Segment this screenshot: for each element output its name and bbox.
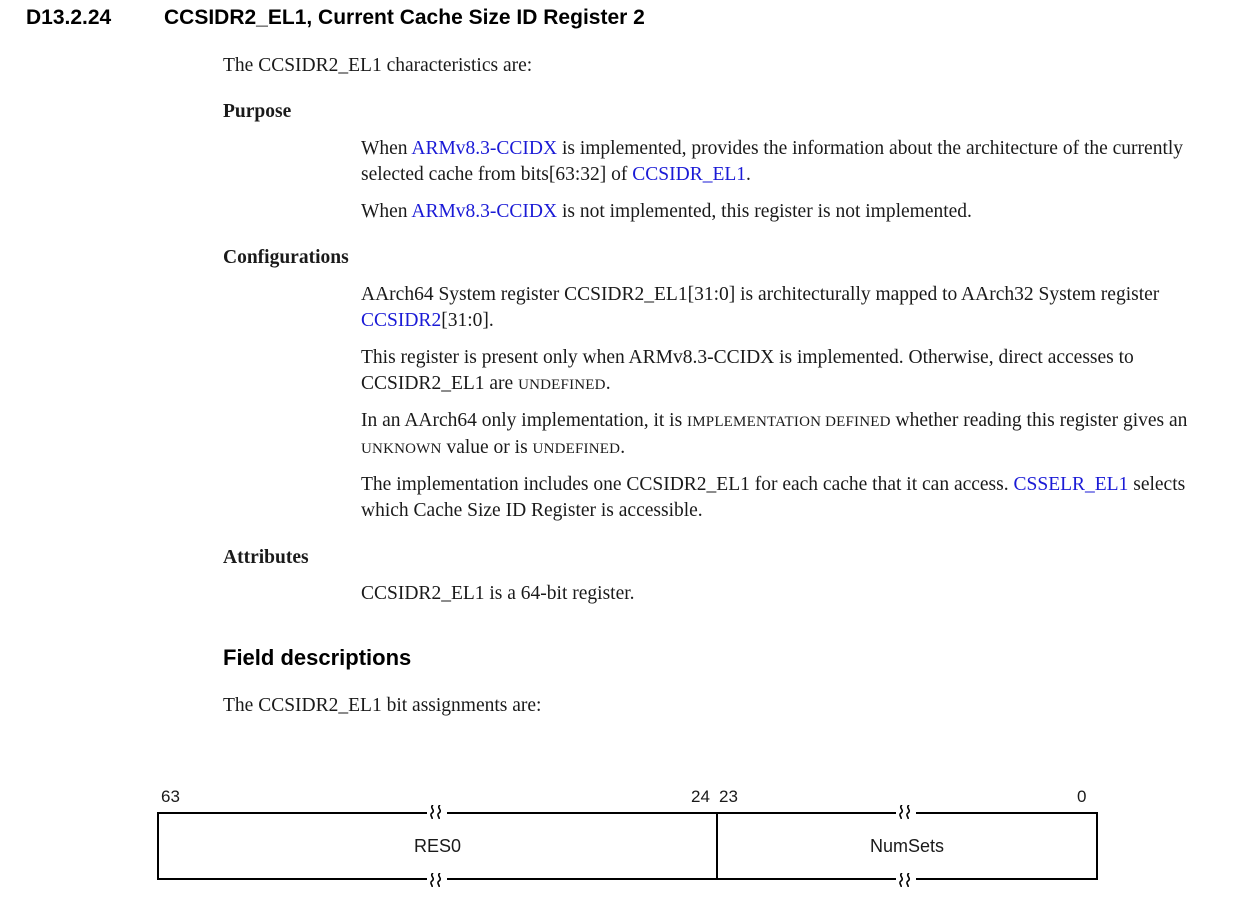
text-run: This register is present only when ARMv8.3-CCIDX is implemented. Otherwise, direct accesses to CCSIDR2_EL1 are [361,347,1134,394]
field-descriptions-heading: Field descriptions [223,645,412,670]
text-run: . [620,437,626,458]
bit-number-0: 0 [1077,787,1087,806]
text-run: When [361,138,412,159]
text-run: selects which Cache Size ID Register is accessible. [361,474,1186,521]
bit-number-63: 63 [161,787,180,806]
link-ccsidr-el1[interactable]: CCSIDR_EL1 [632,164,747,185]
text-run: [31:0]. [441,310,494,331]
link-csselr-el1[interactable]: CSSELR_EL1 [1013,474,1129,495]
text-run: AArch64 System register CCSIDR2_EL1[31:0] is architecturally mapped to AArch32 System register [361,284,1160,305]
configurations-label: Configurations [223,247,349,268]
text-run: is implemented, provides the information about the architecture of the currently selected cache from bits[63:32] of [361,138,1184,185]
smallcaps-term: IMPLEMENTATION DEFINED [687,414,891,430]
text-run: whether reading this register gives an [890,410,1188,431]
bit-break-marker-icon [896,873,916,887]
configurations-paragraph-3 [361,408,1233,462]
link-armv83-ccidx[interactable]: ARMv8.3-CCIDX [411,138,558,159]
purpose-label: Purpose [223,101,292,122]
configurations-paragraph-4 [361,472,1233,524]
configurations-paragraph-2 [361,345,1233,398]
bit-number-23: 23 [719,787,738,806]
text-run: The implementation includes one CCSIDR2_EL1 for each cache that it can access. [361,474,1014,495]
text-run: value or is [441,437,533,458]
field-res0-label: RES0 [413,835,462,856]
text-run: When [361,201,412,222]
text-run: is not implemented, this register is not implemented. [557,201,972,222]
text-run: In an AArch64 only implementation, it is [361,410,688,431]
field-descriptions-text: The CCSIDR2_EL1 bit assignments are: [223,695,542,716]
intro-text: The CCSIDR2_EL1 characteristics are: [223,55,533,76]
configurations-paragraph-1 [361,282,1233,334]
link-ccsidr2[interactable]: CCSIDR2 [361,310,442,331]
field-res0 [157,812,718,880]
field-numsets-label: NumSets [869,835,945,856]
bit-break-marker-icon [896,805,916,819]
purpose-paragraph-1 [361,136,1233,188]
section-number: D13.2.24 [26,6,112,29]
attributes-text: CCSIDR2_EL1 is a 64-bit register. [361,583,635,604]
bit-number-24: 24 [691,787,710,806]
section-title: CCSIDR2_EL1, Current Cache Size ID Register 2 [164,6,645,29]
attributes-label: Attributes [223,547,309,568]
smallcaps-term: UNDEFINED [518,377,606,393]
field-numsets [716,812,1098,880]
link-armv83-ccidx[interactable]: ARMv8.3-CCIDX [411,201,558,222]
bit-break-marker-icon [427,873,447,887]
bit-break-marker-icon [427,805,447,819]
smallcaps-term: UNDEFINED [532,441,621,457]
text-run: . [605,373,611,394]
smallcaps-term: UNKNOWN [361,441,442,457]
text-run: . [746,164,751,185]
purpose-paragraph-2 [361,199,1233,225]
